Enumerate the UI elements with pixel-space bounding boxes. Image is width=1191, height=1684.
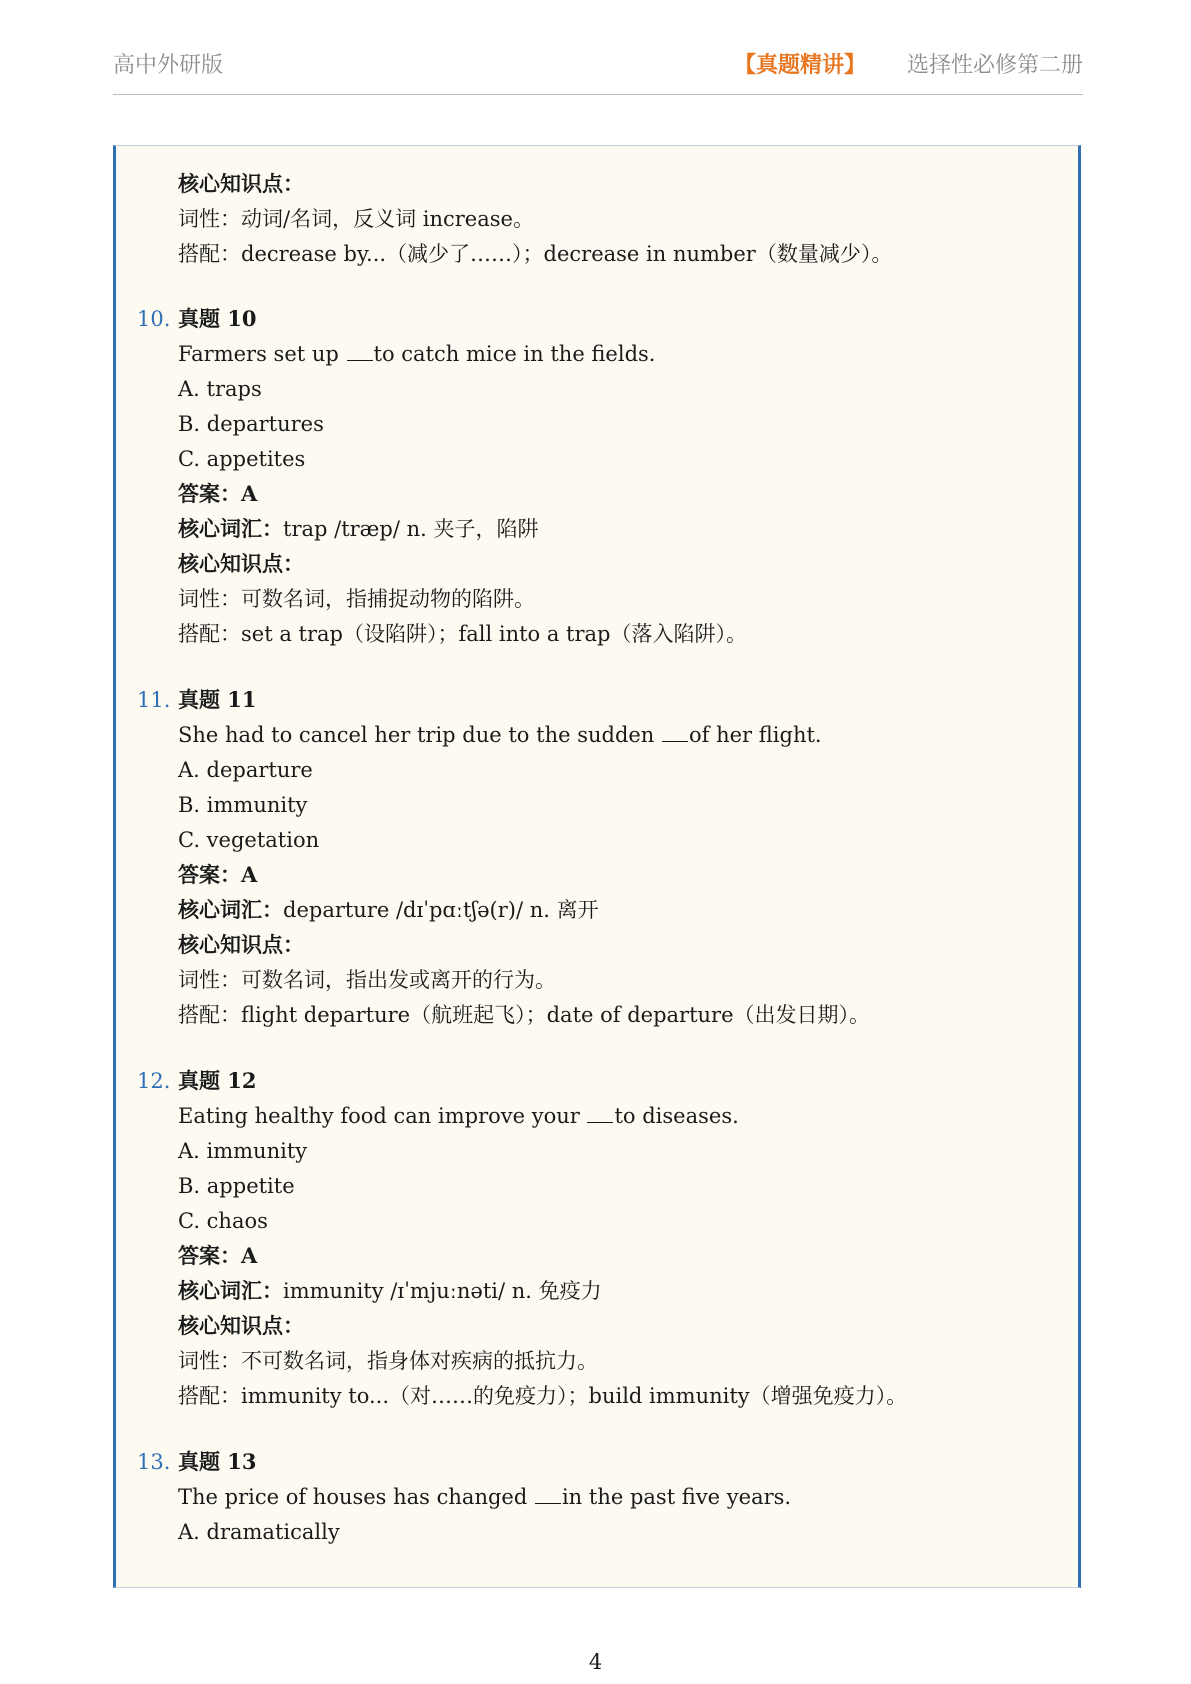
option: A. departure (178, 758, 313, 782)
stem-text: of her flight. (689, 723, 822, 747)
stem-text: Farmers set up (178, 342, 346, 366)
option: B. departures (178, 412, 324, 436)
question-stem (178, 1103, 739, 1129)
answer-blank (662, 725, 688, 742)
stem-text: She had to cancel her trip due to the sudden (178, 723, 662, 747)
answer-blank (535, 1487, 561, 1504)
answer-blank (587, 1106, 613, 1123)
core-vocab (178, 897, 599, 923)
answer (178, 1243, 257, 1269)
vocab-label: 核心词汇： (178, 516, 283, 541)
header-subtitle: 选择性必修第二册 (906, 53, 1083, 78)
knowledge-heading: 核心知识点： (178, 1313, 304, 1338)
answer-value: A (241, 1243, 258, 1268)
option: B. appetite (178, 1174, 295, 1198)
knowledge-heading: 核心知识点： (178, 932, 304, 957)
header-right (734, 48, 1083, 79)
collocation: 搭配：immunity to...（对……的免疫力）；build immunity（增强免疫力）。 (178, 1384, 908, 1408)
knowledge-heading: 核心知识点： (178, 551, 304, 576)
option: A. immunity (178, 1139, 308, 1163)
option: C. chaos (178, 1209, 268, 1233)
part-of-speech: 词性：不可数名词，指身体对疾病的抵抗力。 (178, 1349, 598, 1373)
part-of-speech: 词性：可数名词，指出发或离开的行为。 (178, 968, 556, 992)
question-title: 真题 13 (178, 1449, 257, 1474)
collocation: 搭配：decrease by...（减少了……）；decrease in number（数量减少）。 (178, 242, 893, 266)
stem-text: Eating healthy food can improve your (178, 1104, 587, 1128)
collocation: 搭配：flight departure（航班起飞）；date of departure（出发日期）。 (178, 1003, 871, 1027)
core-vocab (178, 516, 538, 542)
header-tag: 【真题精讲】 (733, 53, 866, 78)
answer-value: A (241, 481, 258, 506)
question-stem (178, 341, 655, 367)
answer-label: 答案： (178, 481, 241, 506)
question-number: 11. (137, 688, 171, 712)
question-stem (178, 1484, 791, 1510)
answer-blank (347, 344, 373, 361)
question-number: 12. (137, 1069, 171, 1093)
question-stem (178, 722, 822, 748)
header-divider (113, 94, 1083, 95)
content-box (113, 145, 1081, 1588)
vocab-label: 核心词汇： (178, 1278, 283, 1303)
knowledge-heading: 核心知识点： (178, 171, 304, 196)
stem-text: to diseases. (614, 1104, 739, 1128)
option: A. traps (178, 377, 262, 401)
question-number: 13. (137, 1450, 171, 1474)
question-number: 10. (137, 307, 171, 331)
option: A. dramatically (178, 1520, 340, 1544)
answer (178, 481, 257, 507)
question-title: 真题 11 (178, 687, 257, 712)
option: C. vegetation (178, 828, 320, 852)
stem-text: in the past five years. (561, 1485, 792, 1509)
question-title: 真题 12 (178, 1068, 257, 1093)
stem-text: The price of houses has changed (178, 1485, 534, 1509)
answer-label: 答案： (178, 862, 241, 887)
answer-label: 答案： (178, 1243, 241, 1268)
question-title: 真题 10 (178, 306, 257, 331)
part-of-speech: 词性：动词/名词，反义词 increase。 (178, 207, 534, 231)
vocab-text: departure /dɪˈpɑːtʃə(r)/ n. 离开 (283, 898, 599, 922)
page-header (113, 44, 1083, 80)
collocation: 搭配：set a trap（设陷阱）；fall into a trap（落入陷阱）。 (178, 622, 747, 646)
answer (178, 862, 257, 888)
core-vocab (178, 1278, 602, 1304)
option: C. appetites (178, 447, 306, 471)
vocab-text: immunity /ɪˈmjuːnəti/ n. 免疫力 (283, 1279, 602, 1303)
answer-value: A (241, 862, 258, 887)
vocab-label: 核心词汇： (178, 897, 283, 922)
part-of-speech: 词性：可数名词，指捕捉动物的陷阱。 (178, 587, 535, 611)
option: B. immunity (178, 793, 308, 817)
page-number: 4 (588, 1650, 603, 1674)
stem-text: to catch mice in the fields. (373, 342, 656, 366)
vocab-text: trap /træp/ n. 夹子，陷阱 (283, 517, 539, 541)
header-edition: 高中外研版 (113, 53, 224, 78)
